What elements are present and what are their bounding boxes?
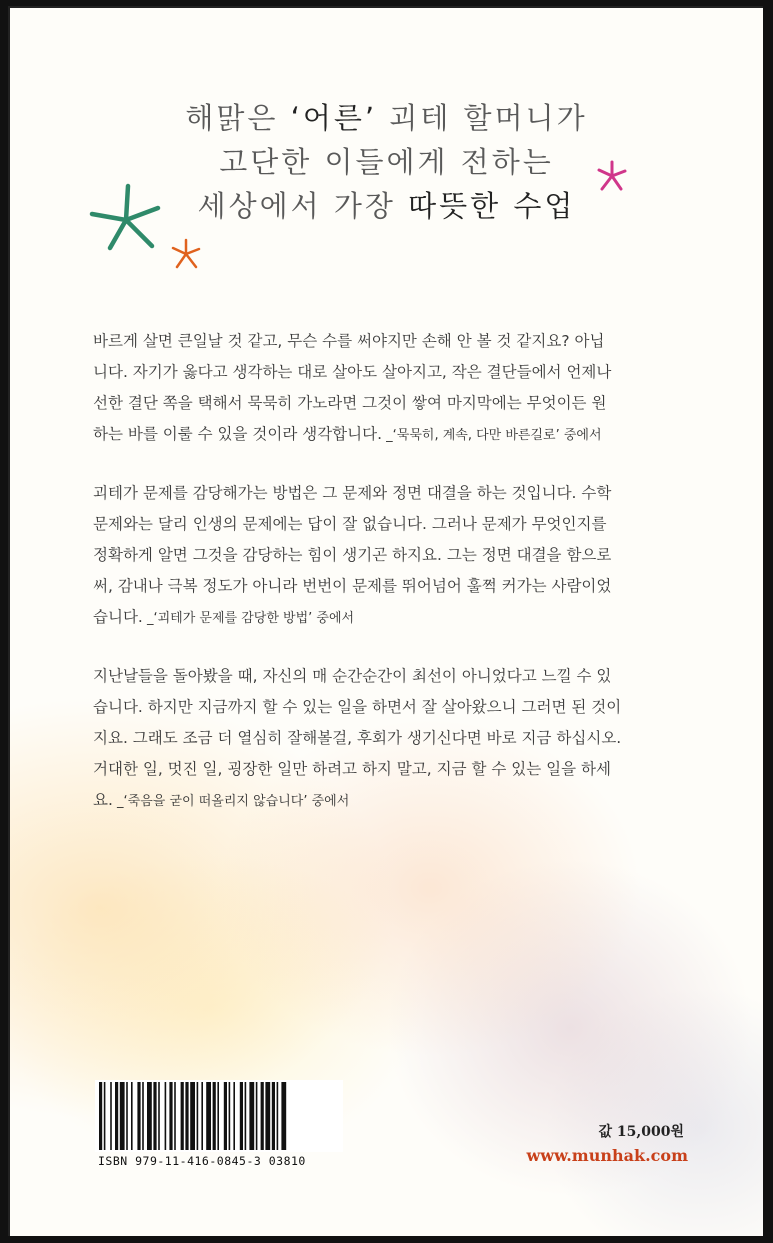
excerpt-paragraph-2: 괴테가 문제를 감당해가는 방법은 그 문제와 정면 대결을 하는 것입니다. 수학 문제와는 달리 인생의 문제에는 답이 잘 없습니다. 그러나 문제가 무엇인지를 정확하게 알면 그것을 감당하는 힘이 생기곤 하지요. 그는 정면 대결을 함으로 써, 감내나 극복 정도가 아니라 번번이 문제를 뛰어넘어 훌쩍 커가는 사람이었 습니다. _‘괴테가 문제를 감당한 방법’ 중에서 bbox=[93, 484, 612, 626]
excerpt-source: _‘괴테가 문제를 감당한 방법’ 중에서 bbox=[142, 611, 355, 626]
barcode-icon bbox=[95, 1080, 343, 1152]
orange-star-icon bbox=[168, 236, 204, 272]
excerpt-paragraph-3: 지난날들을 돌아봤을 때, 자신의 매 순간순간이 최선이 아니었다고 느낄 수 있 습니다. 하지만 지금까지 할 수 있는 일을 하면서 잘 살아왔으니 그러면 된 것이 지요. 그래도 조금 더 열심히 잘해볼걸, 후회가 생기신다면 바로 지금 하십시오. 거대한 일, 멋진 일, 굉장한 일만 하려고 하지 말고, 지금 할 수 있는 일을 하세 요. _‘죽음을 굳이 떠올리지 않습니다’ 중에서 bbox=[93, 667, 622, 809]
isbn-number: ISBN 979-11-416-0845-3 03810 bbox=[98, 1154, 306, 1168]
headline-accent-word: ‘어른’ bbox=[290, 101, 378, 135]
excerpt-source: _‘묵묵히, 계속, 다만 바른길로’ 중에서 bbox=[382, 428, 602, 443]
headline-accent-phrase: 따뜻한 수업 bbox=[408, 189, 576, 223]
publisher-url: www.munhak.com bbox=[526, 1146, 688, 1165]
excerpt-paragraph-1: 바르게 살면 큰일날 것 같고, 무슨 수를 써야지만 손해 안 볼 것 같지요? 아닙 니다. 자기가 옳다고 생각하는 대로 살아도 살아지고, 작은 결단들에서 언제나 선한 결단 쪽을 택해서 묵묵히 가노라면 그것이 쌓여 마지막에는 무엇이든 원 하는 바를 이룰 수 있을 것이라 생각합니다. _‘묵묵히, 계속, 다만 바른길로’ 중에서 bbox=[93, 332, 612, 443]
headline-line-3: 세상에서 가장 따뜻한 수업 bbox=[197, 189, 576, 223]
green-star-icon bbox=[88, 180, 164, 252]
pink-star-icon bbox=[594, 158, 630, 194]
headline-line-1: 해맑은 ‘어른’ 괴테 할머니가 bbox=[185, 101, 588, 135]
headline-line-2: 고단한 이들에게 전하는 bbox=[219, 145, 554, 179]
excerpt-source: _‘죽음을 굳이 떠올리지 않습니다’ 중에서 bbox=[112, 794, 350, 809]
book-back-cover bbox=[8, 6, 763, 1236]
price-label: 값 15,000원 bbox=[598, 1124, 684, 1140]
